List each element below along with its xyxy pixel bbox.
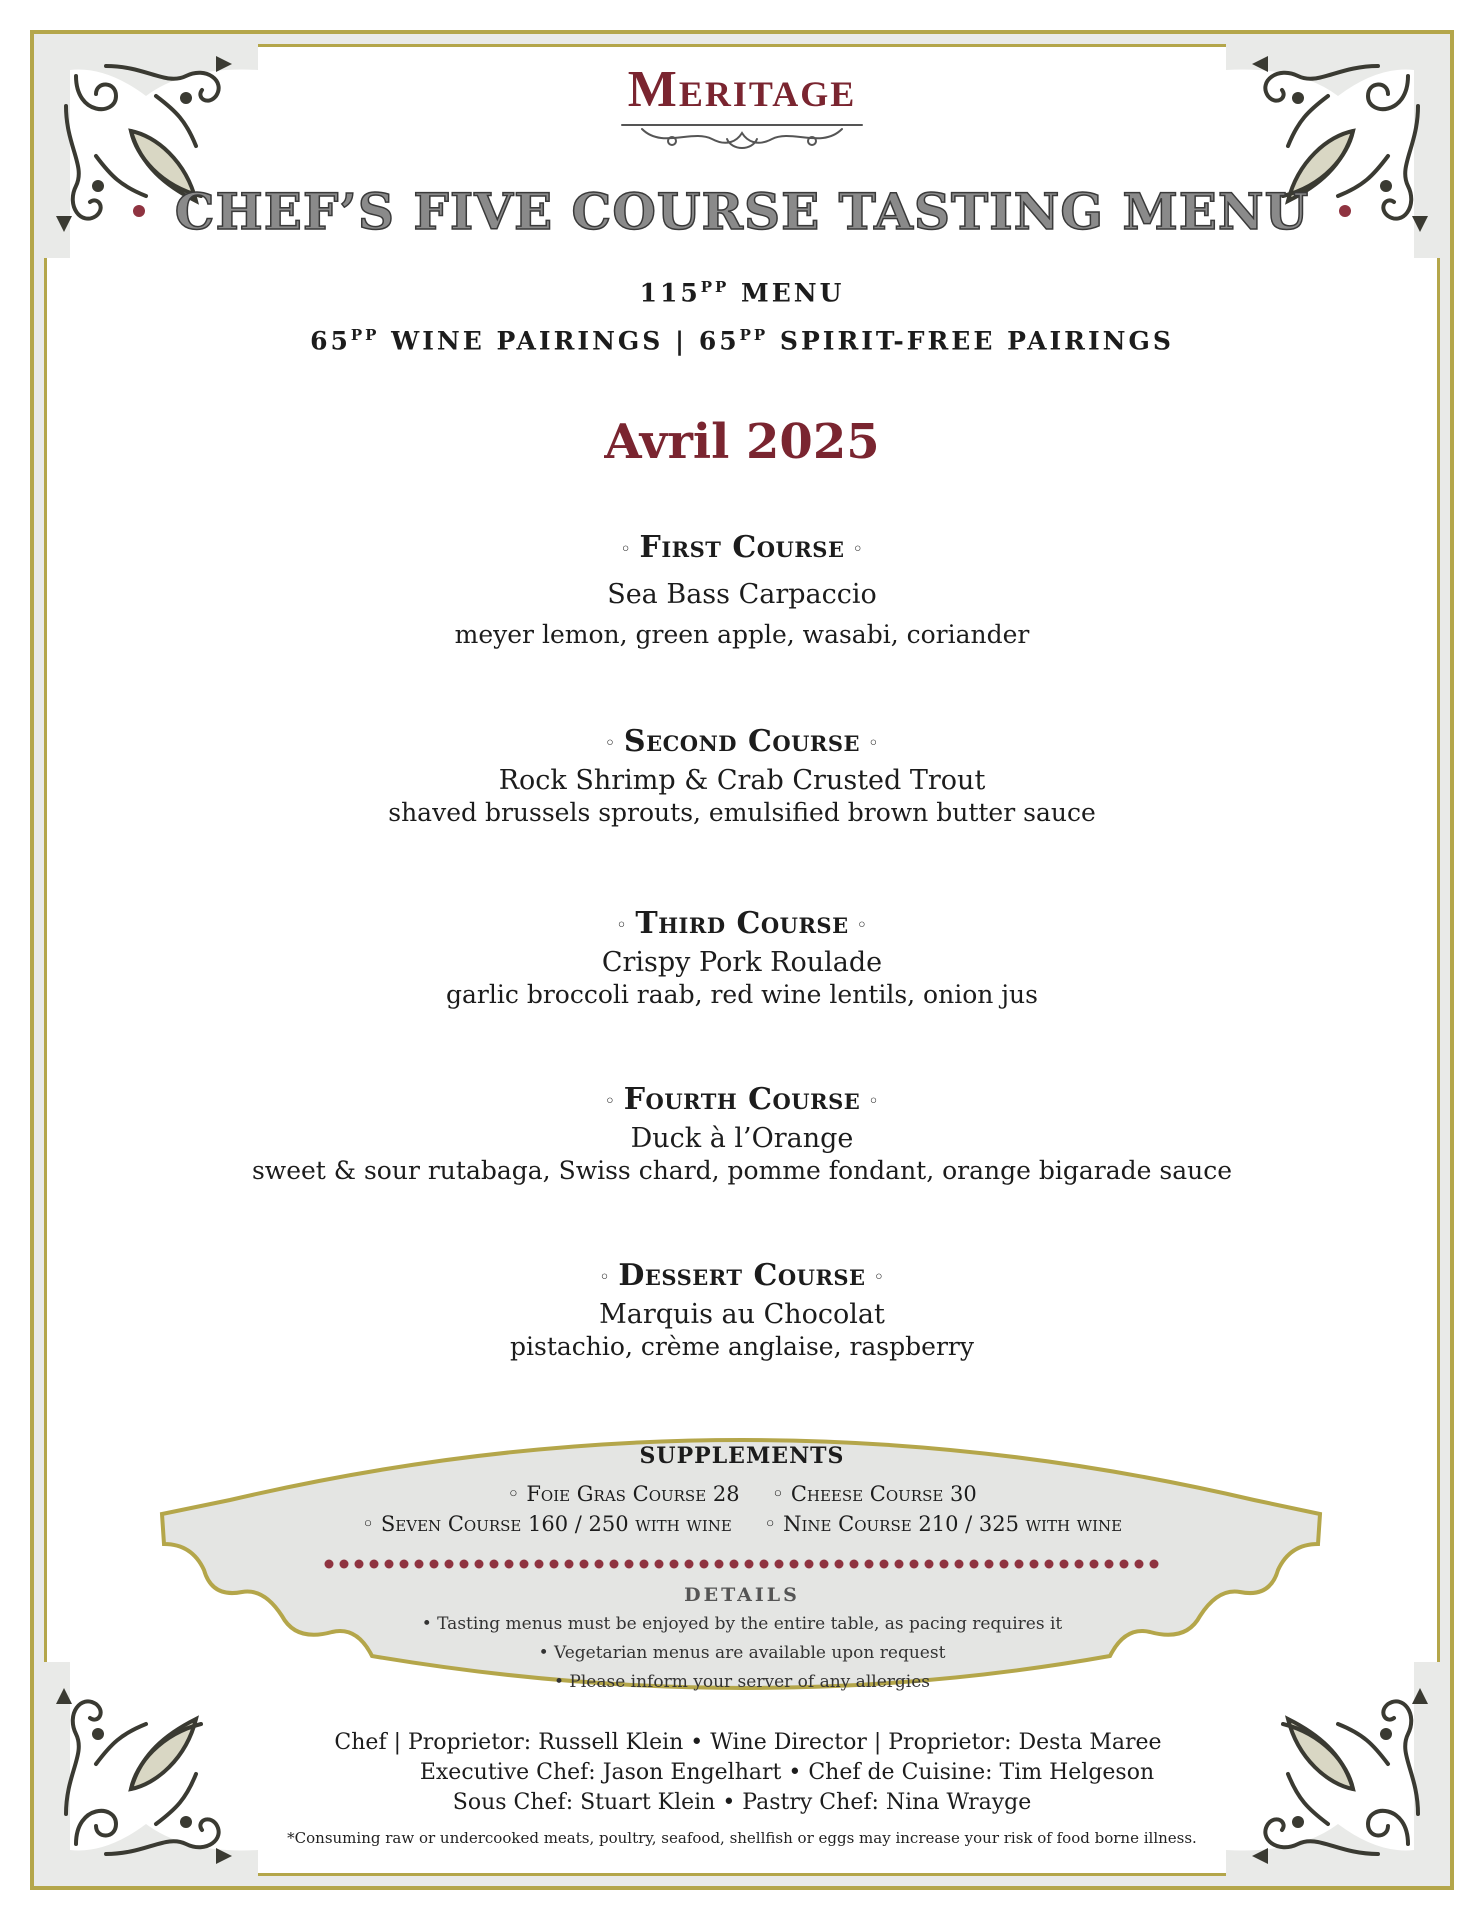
per-person-unit: PP xyxy=(700,278,730,296)
course-description: pistachio, crème anglaise, raspberry xyxy=(510,1332,974,1361)
course-heading: ◦ Third Course ◦ xyxy=(616,906,868,941)
course-fourth xyxy=(0,1082,1484,1185)
course-heading: ◦ Dessert Course ◦ xyxy=(599,1258,885,1293)
course-third xyxy=(0,906,1484,1009)
detail-item: • Tasting menus must be enjoyed by the entire table, as pacing requires it xyxy=(421,1614,1063,1634)
menu-price xyxy=(0,278,1484,307)
title-row xyxy=(0,176,1484,246)
menu-price-label: MENU xyxy=(729,278,845,308)
menu-month: Avril 2025 xyxy=(604,414,880,470)
per-person-unit: PP xyxy=(739,326,769,344)
supplement-item: ◦ Nine Course 210 / 325 with wine xyxy=(764,1512,1123,1536)
course-description: shaved brussels sprouts, emulsified brown butter sauce xyxy=(388,798,1096,827)
course-dessert xyxy=(0,1258,1484,1361)
course-dish: Sea Bass Carpaccio xyxy=(607,579,877,610)
spirit-free-label: SPIRIT-FREE PAIRINGS xyxy=(768,326,1174,356)
wine-pairing-label: WINE PAIRINGS | xyxy=(379,326,699,356)
logo-wordmark: Meritage xyxy=(627,61,857,118)
course-heading: ◦ Fourth Course ◦ xyxy=(604,1082,880,1117)
logo-scroll-icon xyxy=(612,119,872,155)
wine-pairing-value: 65 xyxy=(310,326,351,356)
supplements-row-1 xyxy=(0,1482,1484,1506)
supplement-item: ◦ Foie Gras Course 28 xyxy=(507,1482,740,1506)
course-dish: Crispy Pork Roulade xyxy=(601,947,883,978)
supplements-heading: SUPPLEMENTS xyxy=(639,1443,845,1469)
course-heading: ◦ First Course ◦ xyxy=(620,530,864,565)
spirit-free-value: 65 xyxy=(698,326,740,356)
course-description: garlic broccoli raab, red wine lentils, onion jus xyxy=(446,980,1038,1009)
details-heading: DETAILS xyxy=(684,1584,800,1606)
course-dish: Rock Shrimp & Crab Crusted Trout xyxy=(498,765,986,796)
page-title: CHEF’S FIVE COURSE TASTING MENU xyxy=(174,181,1310,241)
bullet-dot-icon xyxy=(1339,205,1351,217)
pairing-prices xyxy=(0,326,1484,355)
course-second xyxy=(0,724,1484,827)
bullet-dot-icon xyxy=(133,205,145,217)
supplement-item: ◦ Cheese Course 30 xyxy=(771,1482,977,1506)
course-dish: Marquis au Chocolat xyxy=(599,1299,885,1330)
staff-credit: Chef | Proprietor: Russell Klein • Wine Director | Proprietor: Desta Maree xyxy=(334,1730,1162,1755)
supplements-row-2 xyxy=(0,1512,1484,1536)
course-dish: Duck à l’Orange xyxy=(630,1123,854,1154)
menu-price-value: 115 xyxy=(639,278,701,308)
supplement-item: ◦ Seven Course 160 / 250 with wine xyxy=(361,1512,732,1536)
dotted-divider xyxy=(0,1556,1484,1575)
course-heading: ◦ Second Course ◦ xyxy=(604,724,880,759)
detail-item: • Vegetarian menus are available upon request xyxy=(538,1643,946,1663)
course-description: sweet & sour rutabaga, Swiss chard, pomme fondant, orange bigarade sauce xyxy=(251,1156,1233,1185)
food-safety-disclaimer: *Consuming raw or undercooked meats, poultry, seafood, shellfish or eggs may increase your risk of food borne illness. xyxy=(287,1829,1197,1847)
logo xyxy=(0,60,1484,155)
staff-credit: Executive Chef: Jason Engelhart • Chef de Cuisine: Tim Helgeson xyxy=(419,1760,1155,1785)
detail-item: • Please inform your server of any allergies xyxy=(553,1672,930,1692)
course-first xyxy=(0,530,1484,649)
dotted-divider-icon xyxy=(322,1557,1162,1571)
staff-credit: Sous Chef: Stuart Klein • Pastry Chef: Nina Wrayge xyxy=(452,1790,1032,1815)
per-person-unit: PP xyxy=(350,326,380,344)
course-description: meyer lemon, green apple, wasabi, coriander xyxy=(454,620,1030,649)
